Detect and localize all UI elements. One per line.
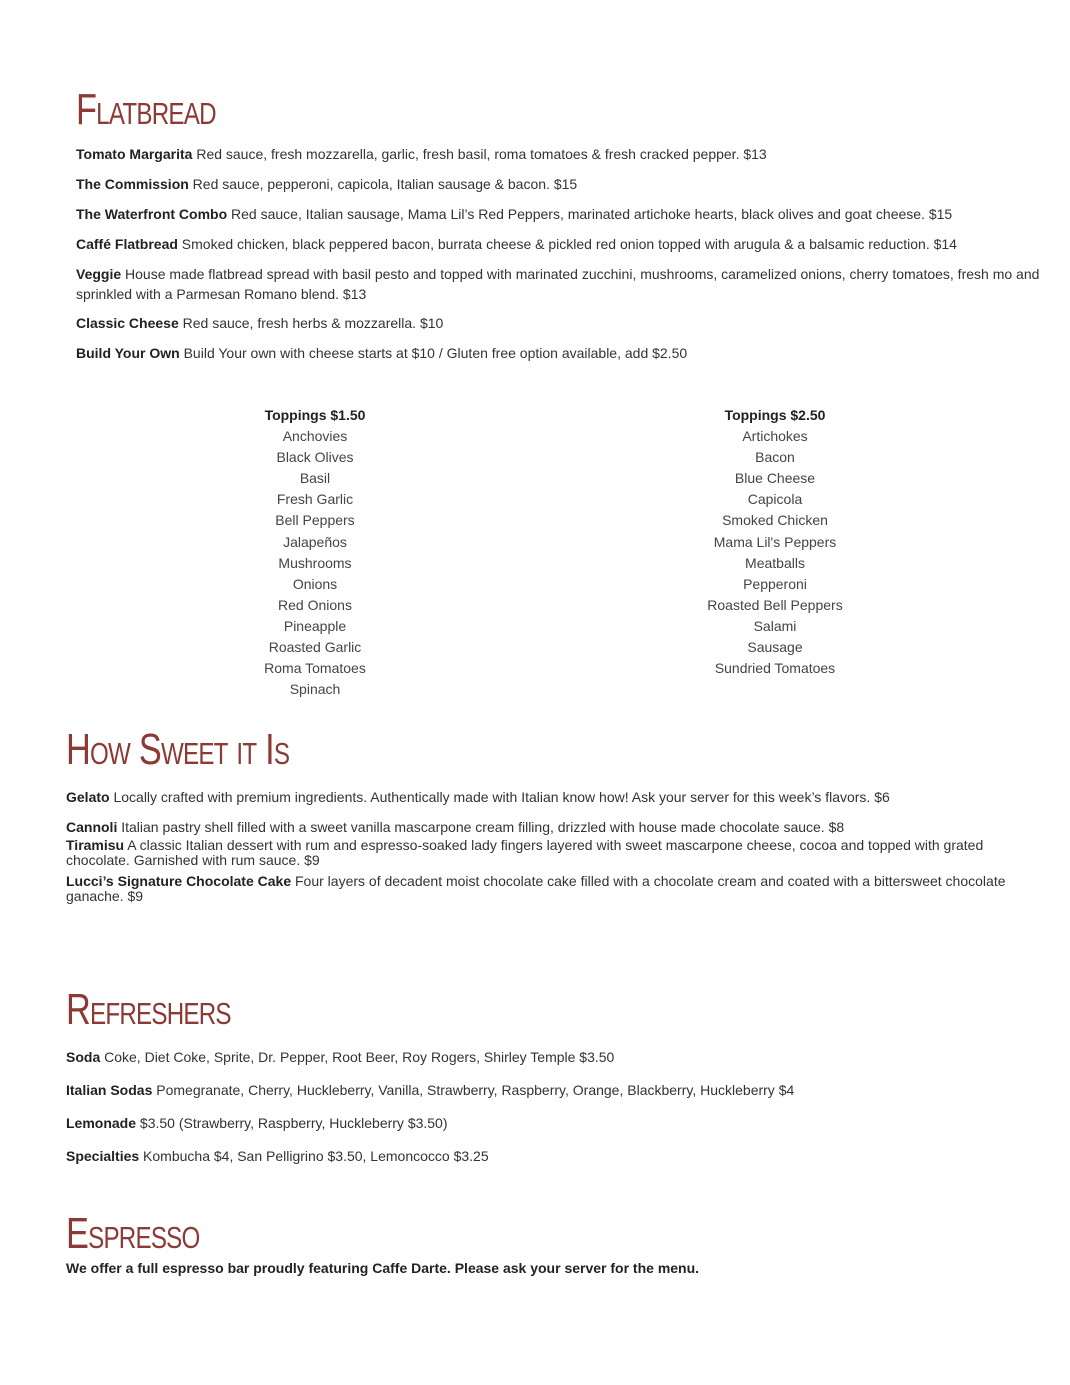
item-description: Red sauce, fresh herbs & mozzarella. $10 <box>178 315 444 331</box>
menu-item <box>76 174 1070 194</box>
toppings-header: Toppings $1.50 <box>264 407 366 423</box>
topping-item: Jalapeños <box>283 533 347 550</box>
item-description: A classic Italian dessert with rum and espresso-soaked lady fingers layered with sweet mascarpone cheese, cocoa and topped with grated chocolate. Garnished with rum sauce. $9 <box>66 837 984 868</box>
item-description: Pomegranate, Cherry, Huckleberry, Vanilla, Strawberry, Raspberry, Orange, Blackberry, Huckleberry $4 <box>152 1082 795 1098</box>
espresso-note: We offer a full espresso bar proudly featuring Caffe Darte. Please ask your server for the menu. <box>66 1260 700 1276</box>
menu-item <box>66 790 1006 805</box>
menu-item <box>66 1146 1006 1166</box>
item-description: Red sauce, Italian sausage, Mama Lil’s Red Peppers, marinated artichoke hearts, black olives and goat cheese. $15 <box>227 206 953 222</box>
menu-item <box>66 1080 1006 1100</box>
topping-item: Spinach <box>289 681 341 698</box>
item-name: Italian Sodas <box>66 1082 153 1098</box>
menu-item <box>76 204 1070 224</box>
item-description: House made flatbread spread with basil pesto and topped with marinated zucchini, mushrooms, caramelized onions, cherry tomatoes, fresh mo and sprinkled with a Parmesan Romano blend. $13 <box>76 266 1040 302</box>
toppings-header: Toppings $2.50 <box>724 407 826 423</box>
item-name: Specialties <box>66 1148 140 1164</box>
item-name: Veggie <box>76 266 122 282</box>
menu-item <box>76 144 1070 164</box>
toppings-150-column <box>205 405 425 700</box>
topping-item: Capicola <box>747 491 803 508</box>
topping-item: Anchovies <box>282 428 348 445</box>
flatbread-list <box>76 144 1070 373</box>
topping-item: Artichokes <box>742 428 808 445</box>
toppings-250-column <box>665 405 885 679</box>
item-description: Smoked chicken, black peppered bacon, burrata cheese & pickled red onion topped with arugula & a balsamic reduction. $14 <box>177 236 957 252</box>
item-description: Four layers of decadent moist chocolate cake filled with a chocolate cream and coated with a bittersweet chocolate ganache. $9 <box>66 873 1006 904</box>
refreshers-title: Refreshers <box>66 985 231 1034</box>
item-description: $3.50 (Strawberry, Raspberry, Huckleberry $3.50) <box>136 1115 448 1131</box>
topping-item: Pineapple <box>283 617 347 634</box>
topping-item: Onions <box>292 575 338 592</box>
item-name: Lemonade <box>66 1115 137 1131</box>
topping-item: Roasted Garlic <box>268 639 362 656</box>
topping-item: Smoked Chicken <box>722 512 828 529</box>
item-name: Tomato Margarita <box>76 146 193 162</box>
item-name: Classic Cheese <box>76 315 179 331</box>
refreshers-list <box>66 1047 1006 1179</box>
topping-item: Blue Cheese <box>734 470 816 487</box>
item-name: The Waterfront Combo <box>76 206 228 222</box>
dessert-title: How Sweet it Is <box>66 725 290 774</box>
item-name: Tiramisu <box>66 837 125 853</box>
topping-item: Sausage <box>747 639 803 656</box>
menu-item <box>76 343 1070 363</box>
item-description: Kombucha $4, San Pelligrino $3.50, Lemoncocco $3.25 <box>139 1148 489 1164</box>
topping-item: Salami <box>753 617 797 634</box>
topping-item: Sundried Tomatoes <box>714 660 836 677</box>
menu-item <box>76 264 1070 304</box>
menu-item <box>66 1113 1006 1133</box>
topping-item: Bacon <box>755 449 795 466</box>
item-name: Caffé Flatbread <box>76 236 178 252</box>
topping-item: Basil <box>299 470 331 487</box>
topping-item: Meatballs <box>745 554 805 571</box>
topping-item: Black Olives <box>276 449 354 466</box>
item-name: The Commission <box>76 176 189 192</box>
topping-item: Bell Peppers <box>275 512 355 529</box>
menu-item <box>66 874 1006 904</box>
topping-item: Mama Lil's Peppers <box>713 533 837 550</box>
topping-item: Red Onions <box>278 596 352 613</box>
item-name: Gelato <box>66 789 110 805</box>
menu-item <box>66 820 1006 835</box>
topping-item: Pepperoni <box>743 575 807 592</box>
topping-item: Fresh Garlic <box>276 491 354 508</box>
menu-item <box>76 234 1070 254</box>
espresso-title: Espresso <box>66 1209 200 1258</box>
item-description: Red sauce, pepperoni, capicola, Italian sausage & bacon. $15 <box>188 176 578 192</box>
item-name: Cannoli <box>66 819 118 835</box>
item-description: Coke, Diet Coke, Sprite, Dr. Pepper, Root Beer, Roy Rogers, Shirley Temple $3.50 <box>100 1049 615 1065</box>
item-name: Build Your Own <box>76 345 180 361</box>
item-description: Red sauce, fresh mozzarella, garlic, fresh basil, roma tomatoes & fresh cracked pepper. $13 <box>192 146 767 162</box>
topping-item: Mushrooms <box>278 554 352 571</box>
item-description: Locally crafted with premium ingredients. Authentically made with Italian know how! Ask your server for this week’s flavors. $6 <box>109 789 890 805</box>
item-name: Lucci’s Signature Chocolate Cake <box>66 873 292 889</box>
dessert-list <box>66 790 1006 904</box>
flatbread-title: Flatbread <box>76 85 216 134</box>
topping-item: Roma Tomatoes <box>264 660 366 677</box>
menu-item <box>66 1047 1006 1067</box>
item-name: Soda <box>66 1049 101 1065</box>
topping-item: Roasted Bell Peppers <box>707 596 843 613</box>
menu-item <box>66 838 1006 868</box>
menu-item <box>76 313 1070 333</box>
item-description: Build Your own with cheese starts at $10 / Gluten free option available, add $2.50 <box>179 345 688 361</box>
item-description: Italian pastry shell filled with a sweet vanilla mascarpone cream filling, drizzled with house made chocolate sauce. $8 <box>117 819 845 835</box>
